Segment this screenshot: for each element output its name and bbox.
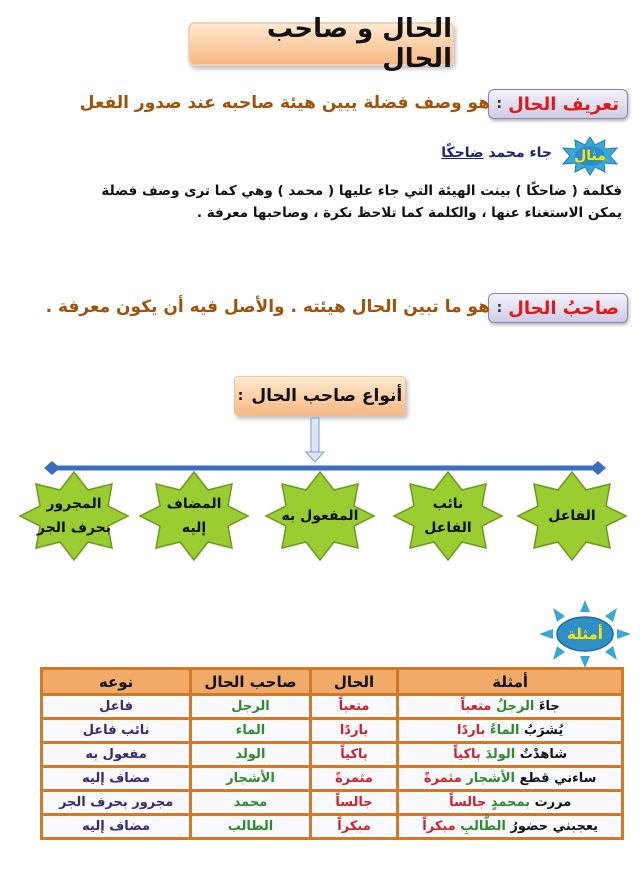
definition-label-box xyxy=(488,89,628,119)
explanation-line-2: يمكن الاستغناء عنها ، والكلمة كما تلاحظ نكرة ، وصاحبها معرفة . xyxy=(196,205,622,221)
definition-colon: : xyxy=(496,96,503,112)
type-cell: فاعل xyxy=(42,695,191,719)
type-label-4: المضاف xyxy=(166,496,222,512)
table-header-row xyxy=(42,669,623,695)
page-title-text: الحال و صاحب الحال xyxy=(266,14,452,74)
type-star-faeel xyxy=(516,470,628,562)
hal-cell: جالساً xyxy=(310,791,398,815)
type-label-3: المفعول به xyxy=(281,508,359,524)
sahib-definition-text: هو ما تبين الحال هيئته . والأصل فيه أن يكون معرفة . xyxy=(45,297,490,317)
example-sentence-hal: ضاحكًا xyxy=(441,145,484,161)
definition-label: تعريف الحال xyxy=(508,93,619,115)
example-hal: باكياً xyxy=(453,747,481,762)
examples-badge-label: أمثلة xyxy=(567,625,603,643)
definition-text: هو وصف فضلة يبين هيئة صاحبه عند صدور الفعل xyxy=(79,93,490,113)
sahib-cell: الماء xyxy=(191,719,310,743)
example-text: شاهدْتُ xyxy=(519,747,568,762)
example-hal: متعباً xyxy=(460,699,492,714)
example-hal: جالساً xyxy=(449,795,487,810)
hal-cell: متعباً xyxy=(310,695,398,719)
header-sahib: صاحب الحال xyxy=(191,669,310,695)
table-row xyxy=(42,791,623,815)
types-title: أنواع صاحب الحال xyxy=(251,386,403,406)
hal-cell: باردًا xyxy=(310,719,398,743)
example-cell xyxy=(398,767,623,791)
type-label-1: الفاعل xyxy=(548,508,596,524)
example-text: ساءني قطع xyxy=(519,771,597,786)
example-sahib: الولدَ xyxy=(485,747,516,762)
header-type: نوعه xyxy=(42,669,191,695)
types-colon: : xyxy=(237,388,244,404)
type-cell: نائب فاعل xyxy=(42,719,191,743)
example-cell xyxy=(398,719,623,743)
example-sahib: الرجلُ xyxy=(495,699,535,714)
down-arrow-icon xyxy=(306,418,324,462)
hal-cell: مثمرةً xyxy=(310,767,398,791)
type-label-2b: الفاعل xyxy=(424,520,472,536)
sahib-cell: الأشجار xyxy=(191,767,310,791)
example-hal: مبكراً xyxy=(422,819,456,834)
type-star-majroor xyxy=(18,470,130,562)
header-examples: أمثلة xyxy=(398,669,623,695)
example-sentence xyxy=(441,145,552,161)
example-text: يُشرَبُ xyxy=(524,723,564,738)
types-connector xyxy=(0,416,640,476)
types-title-box xyxy=(234,376,406,416)
page-title xyxy=(188,14,454,74)
example-text: يعجبني حضورُ xyxy=(510,819,599,834)
example-badge xyxy=(560,136,620,176)
table-row xyxy=(42,815,623,839)
hal-cell: مبكراً xyxy=(310,815,398,839)
sahib-label-box xyxy=(488,293,628,323)
example-sahib: الماءُ xyxy=(489,723,520,738)
example-sahib: الطَّالبِ xyxy=(460,819,506,834)
type-star-naib-faeel xyxy=(392,470,504,562)
examples-table xyxy=(40,667,624,840)
example-hal: باردًا xyxy=(457,723,486,738)
type-cell: مضاف إليه xyxy=(42,815,191,839)
example-sahib: الأشجار xyxy=(466,771,515,786)
example-cell xyxy=(398,791,623,815)
example-sahib: بمحمدٍ xyxy=(490,795,531,810)
sahib-cell: الولد xyxy=(191,743,310,767)
type-star-mudaf-ilayh xyxy=(138,470,250,562)
table-row xyxy=(42,719,623,743)
example-hal: مثمرةً xyxy=(423,771,462,786)
example-badge-label: مثال xyxy=(574,148,606,164)
table-row xyxy=(42,743,623,767)
type-cell: مجرور بحرف الجر xyxy=(42,791,191,815)
sahib-colon: : xyxy=(496,300,503,316)
example-sentence-prefix: جاء محمد xyxy=(488,145,552,161)
example-text: مررت xyxy=(534,795,572,810)
table-row xyxy=(42,767,623,791)
example-cell xyxy=(398,815,623,839)
type-label-5b: بحرف الجر xyxy=(36,520,112,536)
sahib-cell: الطالب xyxy=(191,815,310,839)
example-text: جاءَ xyxy=(538,699,560,714)
sahib-label: صاحبُ الحال xyxy=(508,297,619,319)
explanation-paragraph xyxy=(12,180,622,224)
type-cell: مفعول به xyxy=(42,743,191,767)
table-row xyxy=(42,695,623,719)
sahib-cell: محمد xyxy=(191,791,310,815)
example-cell xyxy=(398,695,623,719)
explanation-line-1: فكلمة ( ضاحكًا ) بينت الهيئة التي جاء عليها ( محمد ) وهي كما ترى وصف فضلة xyxy=(101,183,622,199)
type-label-4b: إليه xyxy=(181,520,207,536)
examples-badge xyxy=(535,598,635,670)
type-star-mafool xyxy=(264,470,376,562)
type-label-5: المجرور xyxy=(46,496,102,512)
header-hal: الحال xyxy=(310,669,398,695)
type-label-2: نائب xyxy=(432,496,464,512)
example-cell xyxy=(398,743,623,767)
hal-cell: باكياً xyxy=(310,743,398,767)
sahib-cell: الرجل xyxy=(191,695,310,719)
type-cell: مضاف إليه xyxy=(42,767,191,791)
